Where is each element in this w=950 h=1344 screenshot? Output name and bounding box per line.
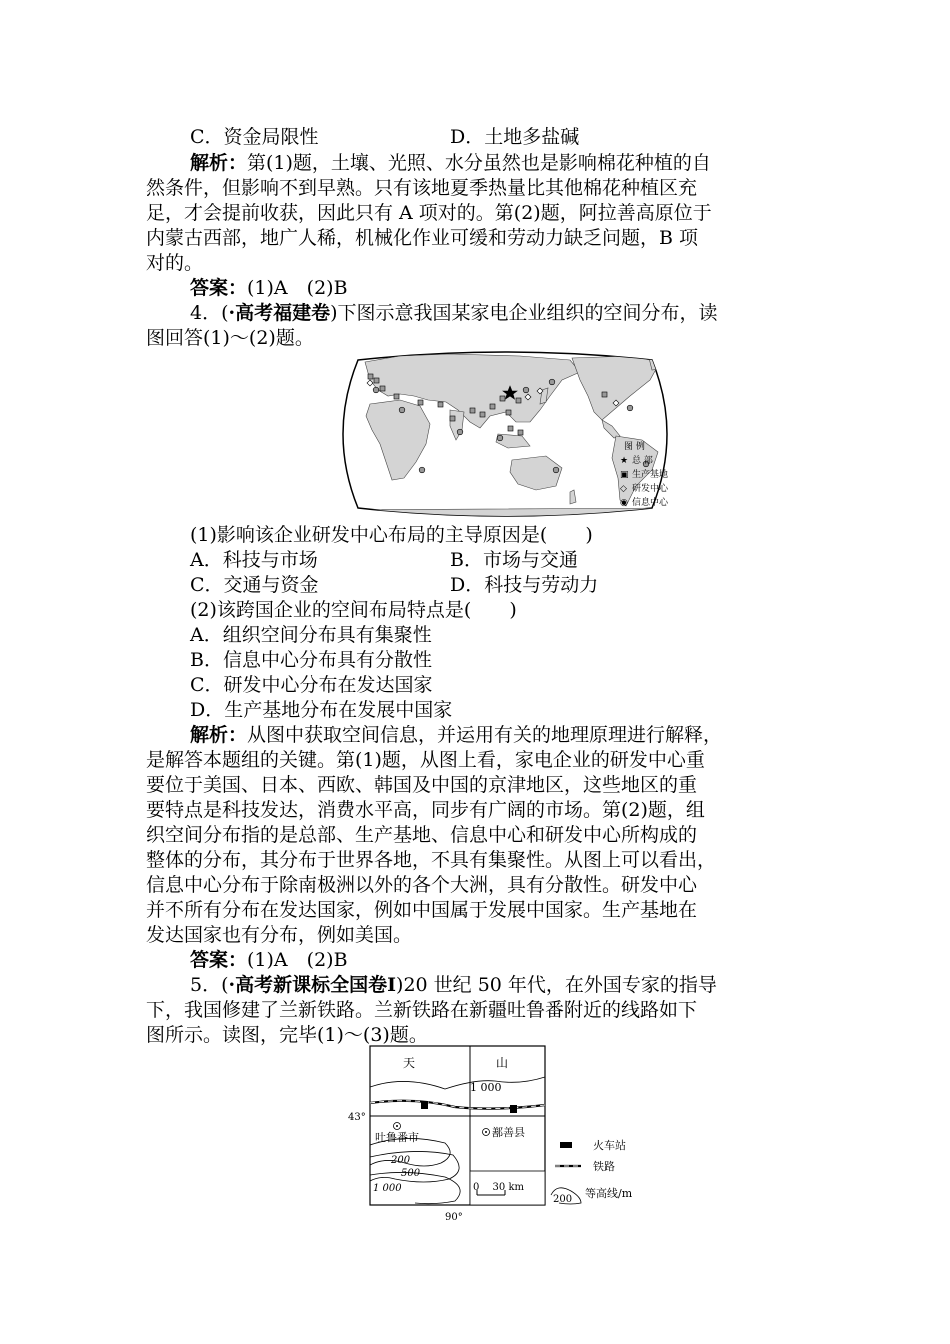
legend-info-label: 信息中心 <box>632 498 669 508</box>
q4-analysis-line-1 <box>190 722 722 748</box>
question-number: 5．( <box>190 974 229 996</box>
label-tian: 天 <box>403 1056 416 1070</box>
legend-rd: ◇ 研发中心 <box>620 484 669 494</box>
legend-station-label: 火车站 <box>593 1139 626 1152</box>
q4-sub2-option-a: A．组织空间分布具有集聚性 <box>190 624 432 646</box>
label-contour-1000-top: 1 000 <box>470 1081 502 1094</box>
q4-analysis-line-6: 整体的分布，其分布于世界各地，不具有集聚性。从图上可以看出， <box>146 849 717 871</box>
q4-stem-line-2: 图回答(1)～(2)题。 <box>146 327 314 349</box>
legend-hq-label: 总 部 <box>632 456 653 466</box>
q4-sub2: (2)该跨国企业的空间布局特点是( ) <box>190 599 517 621</box>
label-longitude: 90° <box>445 1212 463 1223</box>
world-map-figure <box>330 350 680 522</box>
q5-stem-line-1 <box>190 972 717 998</box>
label-contour-200: 200 <box>391 1155 411 1166</box>
q3-answer <box>190 275 348 301</box>
q4-analysis-line-9: 发达国家也有分布，例如美国。 <box>146 924 413 946</box>
q5-stem-line-2: 下，我国修建了兰新铁路。兰新铁路在新疆吐鲁番附近的线路如下 <box>146 999 698 1021</box>
map-legend <box>620 440 700 510</box>
option-c: C．资金局限性 <box>190 126 319 148</box>
q4-analysis-line-8: 并不所有分布在发达国家，例如中国属于发展中国家。生产基地在 <box>146 899 698 921</box>
q4-analysis-line-2: 是解答本题组的关键。第(1)题，从图上看，家电企业的研发中心重 <box>146 749 705 771</box>
q3-analysis-line-5: 对的。 <box>146 252 204 274</box>
answer-text: (1)A (2)B <box>247 277 348 299</box>
option-d: D．土地多盐碱 <box>450 126 580 148</box>
legend-rd-label: 研发中心 <box>632 484 669 494</box>
analysis-label: 解析： <box>190 152 248 174</box>
label-shanshan: 鄯善县 <box>492 1126 525 1139</box>
question-source: ·高考福建卷 <box>228 302 331 324</box>
q4-analysis-line-7: 信息中心分布于除南极洲以外的各个大洲，具有分散性。研发中心 <box>146 874 698 896</box>
q4-sub1-option-d: D．科技与劳动力 <box>450 574 599 596</box>
label-latitude: 43° <box>348 1112 366 1123</box>
legend-info: ◉ 信息中心 <box>620 498 669 508</box>
label-turpan: 吐鲁番市 <box>375 1131 419 1144</box>
analysis-label: 解析： <box>190 724 248 746</box>
label-contour-500: 500 <box>401 1168 421 1179</box>
q4-sub1-option-b: B．市场与交通 <box>450 549 578 571</box>
legend-base: ▣ 生产基地 <box>620 470 669 480</box>
label-contour-1000-bottom: 1 000 <box>373 1183 402 1194</box>
scale-bar-label: 0 30 km <box>473 1182 524 1193</box>
answer-label: 答案： <box>190 277 248 299</box>
legend-hq: ★ 总 部 <box>620 456 653 466</box>
question-source: ·高考新课标全国卷Ⅰ <box>228 974 397 996</box>
q4-analysis-line-5: 织空间分布指的是总部、生产基地、信息中心和研发中心所构成的 <box>146 824 698 846</box>
q4-analysis-line-4: 要特点是科技发达，消费水平高，同步有广阔的市场。第(2)题，组 <box>146 799 705 821</box>
q3-analysis-line-3: 足，才会提前收获，因此只有 A 项对的。第(2)题，阿拉善高原位于 <box>146 202 712 224</box>
question-text: )20 世纪 50 年代，在外国专家的指导 <box>396 974 717 996</box>
q4-sub1: (1)影响该企业研发中心布局的主导原因是( ) <box>190 524 593 546</box>
railway-map-figure <box>345 1045 645 1229</box>
q4-stem-line-1 <box>190 300 718 326</box>
q4-analysis-line-3: 要位于美国、日本、西欧、韩国及中国的京津地区，这些地区的重 <box>146 774 698 796</box>
label-shan: 山 <box>496 1056 509 1070</box>
q5-stem-line-3: 图所示。读图，完毕(1)～(3)题。 <box>146 1024 428 1046</box>
q4-sub1-option-a: A．科技与市场 <box>190 549 318 571</box>
q3-analysis-line-4: 内蒙古西部，地广人稀，机械化作业可缓和劳动力缺乏问题，B 项 <box>146 227 699 249</box>
q3-analysis-line-2: 然条件，但影响不到早熟。只有该地夏季热量比其他棉花种植区充 <box>146 177 698 199</box>
question-text: )下图示意我国某家电企业组织的空间分布，读 <box>330 302 718 324</box>
legend-rail-label: 铁路 <box>593 1160 615 1173</box>
legend-title: 图 例 <box>624 442 645 452</box>
answer-label: 答案： <box>190 949 248 971</box>
answer-text: (1)A (2)B <box>247 949 348 971</box>
q3-analysis-line-1 <box>190 150 711 176</box>
q4-sub2-option-d: D．生产基地分布在发展中国家 <box>190 699 453 721</box>
analysis-text: 第(1)题，土壤、光照、水分虽然也是影响棉花种植的自 <box>247 152 711 174</box>
legend-contour-label: 等高线/m <box>585 1187 633 1200</box>
analysis-text: 从图中获取空间信息，并运用有关的地理原理进行解释， <box>247 724 723 746</box>
legend-base-label: 生产基地 <box>632 470 669 480</box>
q4-sub2-option-c: C．研发中心分布在发达国家 <box>190 674 433 696</box>
q4-answer <box>190 947 348 973</box>
legend-contour-value: 200 <box>553 1194 573 1205</box>
railway-map-svg <box>345 1045 645 1225</box>
q4-sub1-option-c: C．交通与资金 <box>190 574 319 596</box>
q4-sub2-option-b: B．信息中心分布具有分散性 <box>190 649 432 671</box>
question-number: 4．( <box>190 302 229 324</box>
